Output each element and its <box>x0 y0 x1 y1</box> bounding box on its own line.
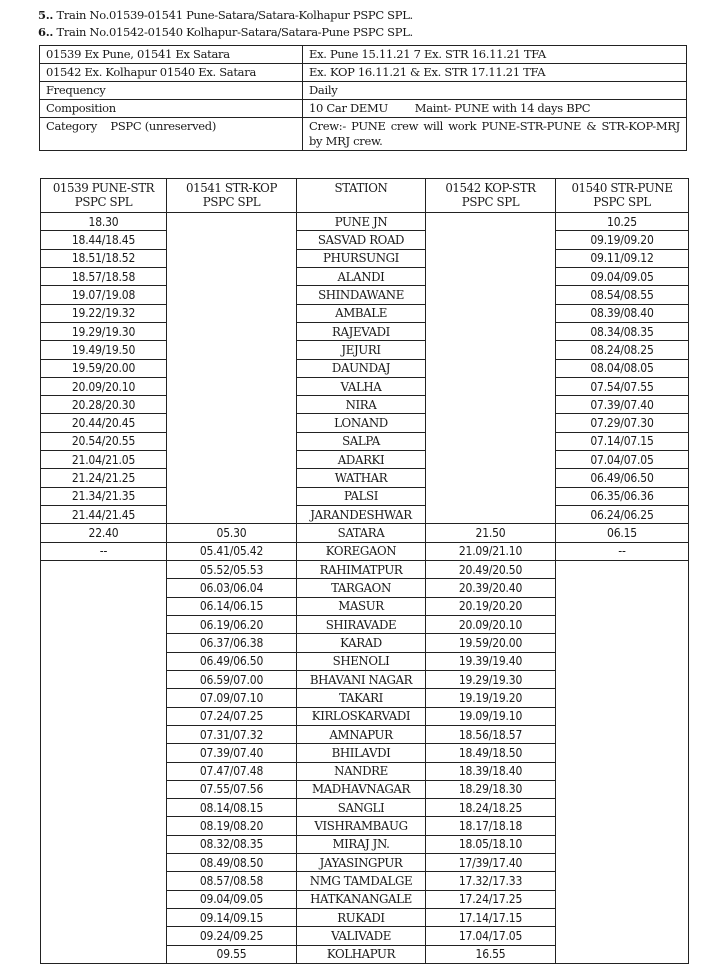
time-cell: 20.19/20.20 <box>425 597 556 616</box>
station-name: PHURSUNGI <box>296 249 426 268</box>
time-cell: 17.32/17.33 <box>425 871 556 890</box>
station-name: SATARA <box>296 523 426 542</box>
time-cell: 18.17/18.18 <box>425 816 556 835</box>
info-row <box>40 64 687 82</box>
time-cell: 09.19/09.20 <box>555 230 689 249</box>
train-info-table <box>39 45 687 151</box>
time-cell: 17.14/17.15 <box>425 908 556 927</box>
header-col-station <box>296 178 426 213</box>
time-cell: 08.19/08.20 <box>166 816 297 835</box>
time-cell: 19.22/19.32 <box>40 304 167 323</box>
info-value: Ex. Pune 15.11.21 7 Ex. STR 16.11.21 TFA <box>303 46 687 64</box>
time-cell: 06.19/06.20 <box>166 615 297 634</box>
station-name: KOLHAPUR <box>296 945 426 964</box>
station-name: VISHRAMBAUG <box>296 816 426 835</box>
empty-block <box>555 560 689 964</box>
time-cell: 19.09/19.10 <box>425 707 556 726</box>
station-name: VALHA <box>296 377 426 396</box>
header-line: 01539 PUNE-STR <box>52 181 155 195</box>
station-name: SALPA <box>296 432 426 451</box>
time-cell: 17.04/17.05 <box>425 926 556 945</box>
time-cell: 08.14/08.15 <box>166 798 297 817</box>
time-cell: 07.24/07.25 <box>166 707 297 726</box>
time-cell: 09.14/09.15 <box>166 908 297 927</box>
time-cell: 06.15 <box>555 523 689 542</box>
station-name: VALIVADE <box>296 926 426 945</box>
station-name: NANDRE <box>296 762 426 781</box>
time-cell: 06.59/07.00 <box>166 670 297 689</box>
time-cell: 21.09/21.10 <box>425 542 556 561</box>
time-cell: 09.04/09.05 <box>555 267 689 286</box>
section-title-text: Train No.01539-01541 Pune-Satara/Satara-Kolhapur PSPC SPL. <box>53 8 413 22</box>
info-label: Composition <box>40 100 303 118</box>
time-cell: 19.29/19.30 <box>40 322 167 341</box>
header-line: STATION <box>334 181 388 195</box>
time-cell: 18.44/18.45 <box>40 230 167 249</box>
time-cell: 18.51/18.52 <box>40 249 167 268</box>
time-cell: 07.39/07.40 <box>166 743 297 762</box>
time-cell: -- <box>555 542 689 561</box>
station-name: TAKARI <box>296 688 426 707</box>
time-cell: 18.29/18.30 <box>425 780 556 799</box>
station-name: PUNE JN <box>296 212 426 231</box>
time-cell: 18.05/18.10 <box>425 835 556 854</box>
time-cell: 20.54/20.55 <box>40 432 167 451</box>
station-name: MIRAJ JN. <box>296 835 426 854</box>
info-row <box>40 118 687 151</box>
time-cell: 09.55 <box>166 945 297 964</box>
time-cell: 06.24/06.25 <box>555 505 689 524</box>
time-cell: 22.40 <box>40 523 167 542</box>
header-col-01542 <box>425 178 556 213</box>
info-row <box>40 82 687 100</box>
station-name: RAJEVADI <box>296 322 426 341</box>
station-name: HATKANANGALE <box>296 890 426 909</box>
time-cell: 20.49/20.50 <box>425 560 556 579</box>
info-value: Daily <box>303 82 687 100</box>
station-name: JEJURI <box>296 340 426 359</box>
time-cell: 08.24/08.25 <box>555 340 689 359</box>
time-cell: 05.41/05.42 <box>166 542 297 561</box>
empty-block <box>40 560 167 964</box>
station-name: BHILAVDI <box>296 743 426 762</box>
station-name: SASVAD ROAD <box>296 230 426 249</box>
time-cell: 05.30 <box>166 523 297 542</box>
header-line: 01541 STR-KOP <box>185 181 277 195</box>
section-title-5 <box>38 8 413 22</box>
time-cell: 21.44/21.45 <box>40 505 167 524</box>
time-cell: 17/39/17.40 <box>425 853 556 872</box>
station-name: AMBALE <box>296 304 426 323</box>
time-cell: 19.29/19.30 <box>425 670 556 689</box>
time-cell: 18.57/18.58 <box>40 267 167 286</box>
time-cell: 20.09/20.10 <box>40 377 167 396</box>
station-name: SHIRAVADE <box>296 615 426 634</box>
time-cell: 08.39/08.40 <box>555 304 689 323</box>
time-cell: 06.35/06.36 <box>555 487 689 506</box>
section-number: 6.. <box>38 25 54 39</box>
time-cell: 06.37/06.38 <box>166 633 297 652</box>
time-cell: 18.49/18.50 <box>425 743 556 762</box>
header-line: 01540 STR-PUNE <box>571 181 673 195</box>
station-name: MADHAVNAGAR <box>296 780 426 799</box>
time-cell: 21.24/21.25 <box>40 468 167 487</box>
time-cell: 18.24/18.25 <box>425 798 556 817</box>
station-name: PALSI <box>296 487 426 506</box>
header-line: PSPC SPL <box>461 195 520 209</box>
time-cell: 06.14/06.15 <box>166 597 297 616</box>
header-col-01540 <box>555 178 689 213</box>
header-line: 01542 KOP-STR <box>445 181 536 195</box>
station-name: NIRA <box>296 395 426 414</box>
time-cell: 07.39/07.40 <box>555 395 689 414</box>
station-name: MASUR <box>296 597 426 616</box>
station-name: BHAVANI NAGAR <box>296 670 426 689</box>
time-cell: 19.07/19.08 <box>40 285 167 304</box>
empty-block <box>166 212 297 524</box>
header-line: PSPC SPL <box>202 195 261 209</box>
time-cell: 07.54/07.55 <box>555 377 689 396</box>
time-cell: 06.49/06.50 <box>166 652 297 671</box>
time-cell: 07.29/07.30 <box>555 413 689 432</box>
station-name: WATHAR <box>296 468 426 487</box>
time-cell: 07.55/07.56 <box>166 780 297 799</box>
time-cell: 07.14/07.15 <box>555 432 689 451</box>
time-cell: 20.44/20.45 <box>40 413 167 432</box>
time-cell: 07.09/07.10 <box>166 688 297 707</box>
station-name: KARAD <box>296 633 426 652</box>
time-cell: 19.49/19.50 <box>40 340 167 359</box>
time-cell: 08.34/08.35 <box>555 322 689 341</box>
time-cell: -- <box>40 542 167 561</box>
station-name: RUKADI <box>296 908 426 927</box>
info-label: 01542 Ex. Kolhapur 01540 Ex. Satara <box>40 64 303 82</box>
station-name: ALANDI <box>296 267 426 286</box>
info-value: Ex. KOP 16.11.21 & Ex. STR 17.11.21 TFA <box>303 64 687 82</box>
time-cell: 08.57/08.58 <box>166 871 297 890</box>
time-cell: 19.59/20.00 <box>425 633 556 652</box>
info-row <box>40 100 687 118</box>
time-cell: 19.19/19.20 <box>425 688 556 707</box>
station-name: LONAND <box>296 413 426 432</box>
station-name: KIRLOSKARVADI <box>296 707 426 726</box>
station-name: JARANDESHWAR <box>296 505 426 524</box>
time-cell: 18.39/18.40 <box>425 762 556 781</box>
station-name: KOREGAON <box>296 542 426 561</box>
station-name: JAYASINGPUR <box>296 853 426 872</box>
empty-block <box>425 212 556 524</box>
time-cell: 21.34/21.35 <box>40 487 167 506</box>
section-number: 5.. <box>38 8 54 22</box>
time-cell: 06.03/06.04 <box>166 578 297 597</box>
time-cell: 10.25 <box>555 212 689 231</box>
time-cell: 20.39/20.40 <box>425 578 556 597</box>
time-cell: 21.04/21.05 <box>40 450 167 469</box>
time-cell: 08.04/08.05 <box>555 359 689 378</box>
time-cell: 08.49/08.50 <box>166 853 297 872</box>
section-title-text: Train No.01542-01540 Kolhapur-Satara/Satara-Pune PSPC SPL. <box>53 25 413 39</box>
station-name: SHENOLI <box>296 652 426 671</box>
time-cell: 08.32/08.35 <box>166 835 297 854</box>
station-name: RAHIMATPUR <box>296 560 426 579</box>
time-cell: 07.04/07.05 <box>555 450 689 469</box>
header-line: PSPC SPL <box>593 195 651 209</box>
info-label: 01539 Ex Pune, 01541 Ex Satara <box>40 46 303 64</box>
station-name: SHINDAWANE <box>296 285 426 304</box>
header-line: PSPC SPL <box>74 195 133 209</box>
time-cell: 20.28/20.30 <box>40 395 167 414</box>
time-cell: 21.50 <box>425 523 556 542</box>
info-row <box>40 46 687 64</box>
station-name: TARGAON <box>296 578 426 597</box>
time-cell: 09.04/09.05 <box>166 890 297 909</box>
info-label: Frequency <box>40 82 303 100</box>
time-cell: 17.24/17.25 <box>425 890 556 909</box>
time-cell: 05.52/05.53 <box>166 560 297 579</box>
time-cell: 18.56/18.57 <box>425 725 556 744</box>
info-label: Category PSPC (unreserved) <box>40 118 303 151</box>
station-name: ADARKI <box>296 450 426 469</box>
time-cell: 09.24/09.25 <box>166 926 297 945</box>
time-cell: 08.54/08.55 <box>555 285 689 304</box>
time-cell: 18.30 <box>40 212 167 231</box>
time-cell: 07.31/07.32 <box>166 725 297 744</box>
station-name: DAUNDAJ <box>296 359 426 378</box>
section-title-6 <box>38 25 413 39</box>
time-cell: 19.39/19.40 <box>425 652 556 671</box>
header-col-01541 <box>166 178 297 213</box>
station-name: SANGLI <box>296 798 426 817</box>
time-cell: 09.11/09.12 <box>555 249 689 268</box>
station-name: AMNAPUR <box>296 725 426 744</box>
time-cell: 20.09/20.10 <box>425 615 556 634</box>
info-value: Crew:- PUNE crew will work PUNE-STR-PUNE & STR-KOP-MRJ by MRJ crew. <box>303 118 687 151</box>
station-name: NMG TAMDALGE <box>296 871 426 890</box>
time-cell: 07.47/07.48 <box>166 762 297 781</box>
time-cell: 06.49/06.50 <box>555 468 689 487</box>
info-value: 10 Car DEMU Maint- PUNE with 14 days BPC <box>303 100 687 118</box>
header-col-01539 <box>40 178 167 213</box>
time-cell: 16.55 <box>425 945 556 964</box>
time-cell: 19.59/20.00 <box>40 359 167 378</box>
